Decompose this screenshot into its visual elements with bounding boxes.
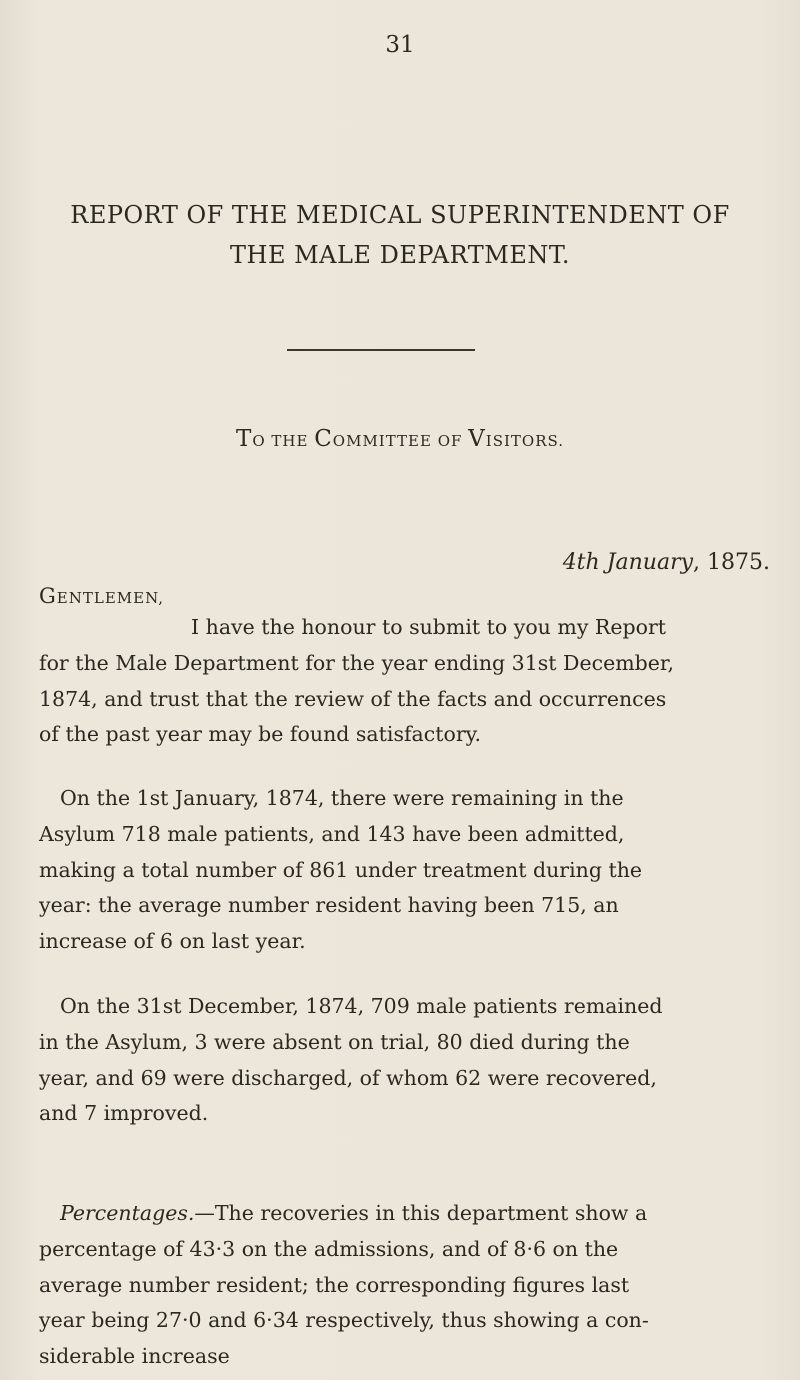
paragraph-line: in the Asylum, 3 were absent on trial, 80 died during the [39, 1029, 630, 1054]
report-title-line-2: THE MALE DEPARTMENT. [230, 241, 570, 269]
greeting [39, 581, 164, 613]
addressee-to-rest: O THE [252, 432, 315, 450]
paragraph-line: percentage of 43·3 on the admissions, and of 8·6 on the [39, 1236, 619, 1261]
paragraph-line: for the Male Department for the year ending 31st December, [39, 650, 674, 675]
paragraph-percentages [39, 1196, 779, 1375]
addressee-line [0, 424, 800, 456]
paragraph-line: Asylum 718 male patients, and 143 have been admitted, [39, 821, 625, 846]
title-divider [287, 349, 475, 351]
paragraph-line: making a total number of 861 under treatment during the [39, 857, 643, 882]
greeting-initial: G [39, 584, 57, 608]
paragraph-line [39, 1196, 779, 1232]
paragraph-line: I have the honour to submit to you my Report [191, 615, 667, 639]
paragraph-line: 1874, and trust that the review of the facts and occurrences [39, 686, 667, 711]
paragraph-line: average number resident; the corresponding figures last [39, 1272, 630, 1297]
addressee-committee-initial: C [314, 426, 333, 452]
paragraph-line: year, and 69 were discharged, of whom 62 were recovered, [39, 1065, 657, 1090]
paragraph-intro [39, 610, 779, 753]
paragraph-line: increase of 6 on last year. [39, 929, 306, 954]
addressee-to-initial: T [235, 426, 253, 452]
greeting-rest: ENTLEMEN, [56, 589, 165, 607]
percentages-heading: Percentages. [60, 1201, 195, 1225]
paragraph-line: On the 1st January, 1874, there were remaining in the [60, 786, 624, 810]
paragraph-line: On the 31st December, 1874, 709 male patients remained [60, 994, 663, 1018]
report-title-line-1: REPORT OF THE MEDICAL SUPERINTENDENT OF [70, 201, 730, 229]
paragraph-line: year being 27·0 and 6·34 respectively, thus showing a con- [39, 1308, 649, 1333]
letter-date-day: 4th January [562, 550, 694, 575]
letter-date-year: , 1875. [693, 550, 770, 575]
paragraph-line: and 7 improved. [39, 1101, 209, 1126]
paragraph-line: siderable increase [39, 1344, 230, 1369]
paragraph-discharges [39, 989, 779, 1132]
paragraph-line: of the past year may be found satisfactory. [39, 722, 482, 747]
report-title [30, 195, 770, 275]
addressee-visitors-initial: V [468, 426, 486, 452]
letter-date [563, 548, 770, 578]
paragraph-admissions [39, 781, 779, 960]
paragraph-line: year: the average number resident having been 715, an [39, 893, 619, 918]
page-number: 31 [385, 32, 415, 58]
addressee-committee-rest: OMMITTEE OF [332, 432, 469, 450]
addressee-visitors-rest: ISITORS. [485, 432, 565, 450]
percentages-line-1-text: —The recoveries in this department show a [194, 1201, 648, 1225]
